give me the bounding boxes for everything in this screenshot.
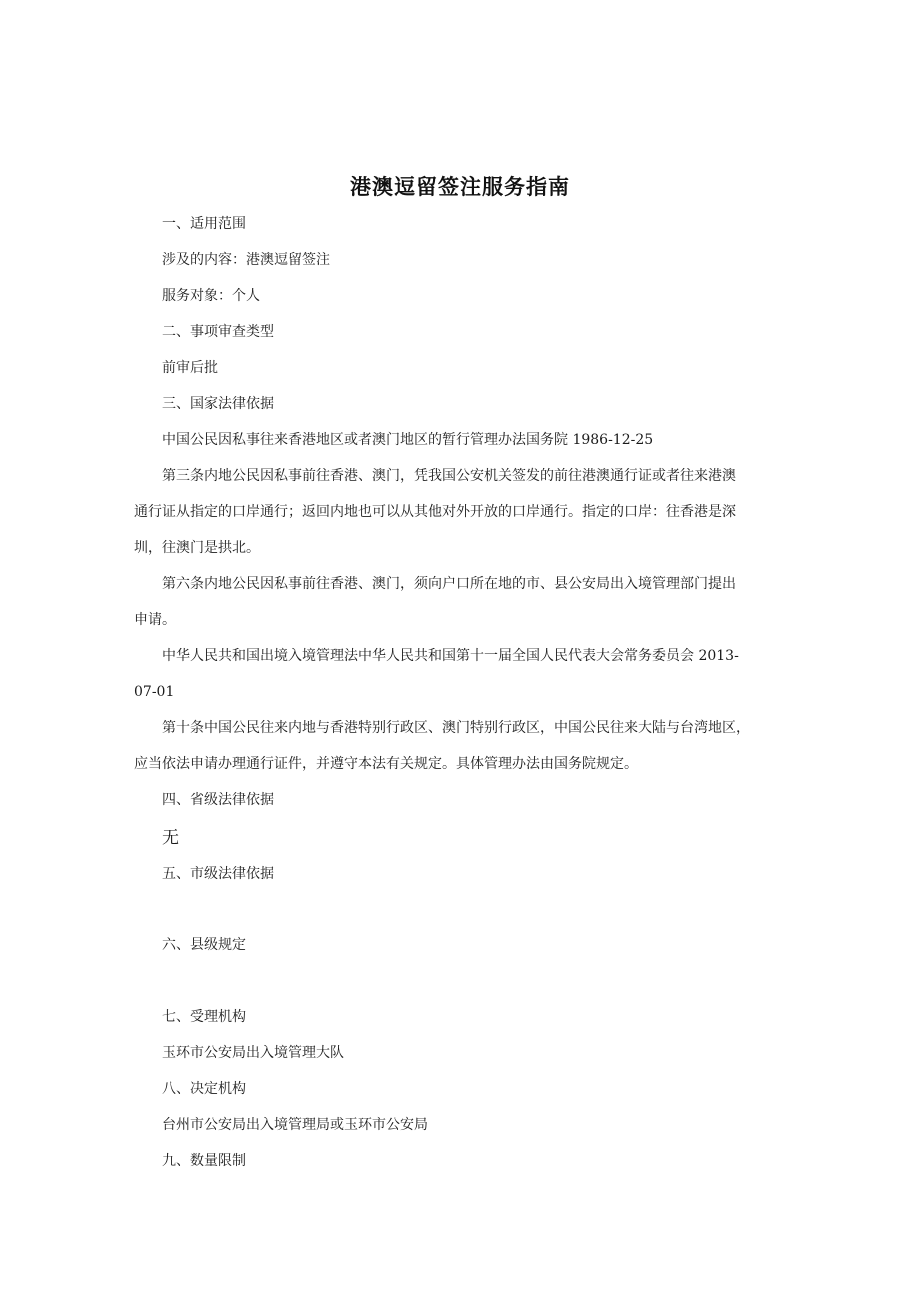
- review-type-content: 前审后批: [162, 360, 218, 376]
- accepting-agency-content: 玉环市公安局出入境管理大队: [162, 1045, 344, 1061]
- article-6-line-1: 第六条内地公民因私事前往香港、澳门，须向户口所在地的市、县公安局出入境管理部门提出: [162, 576, 736, 592]
- national-law-title-1: 中国公民因私事往来香港地区或者澳门地区的暂行管理办法国务院 1986-12-25: [162, 432, 654, 448]
- article-3-line-3: 圳，往澳门是拱北。: [134, 540, 260, 556]
- article-3-line-2: 通行证从指定的口岸通行；返回内地也可以从其他对外开放的口岸通行。指定的口岸：往香港是深: [134, 504, 736, 520]
- law-2-line-2: 07-01: [134, 684, 175, 700]
- scope-content: 涉及的内容：港澳逗留签注: [162, 252, 330, 268]
- document-title: 港澳逗留签注服务指南: [350, 175, 570, 199]
- law-2-line-1: 中华人民共和国出境入境管理法中华人民共和国第十一届全国人民代表大会常务委员会 2013-: [162, 648, 739, 664]
- article-6-paragraph: [134, 566, 792, 638]
- national-law-title-2: [134, 638, 792, 710]
- deciding-agency-content: 台州市公安局出入境管理局或玉环市公安局: [162, 1117, 428, 1133]
- service-target: 服务对象：个人: [162, 288, 260, 304]
- article-10-line-2: 应当依法申请办理通行证件，并遵守本法有关规定。具体管理办法由国务院规定。: [134, 756, 638, 772]
- article-3-line-1: 第三条内地公民因私事前往香港、澳门，凭我国公安机关签发的前往港澳通行证或者往来港澳: [162, 468, 736, 484]
- section-heading-city-law: 五、市级法律依据: [162, 866, 274, 882]
- section-heading-provincial-law: 四、省级法律依据: [162, 792, 274, 808]
- section-heading-scope: 一、适用范围: [162, 216, 246, 232]
- section-heading-national-law: 三、国家法律依据: [162, 396, 274, 412]
- article-10-line-1: 第十条中国公民往来内地与香港特别行政区、澳门特别行政区，中国公民往来大陆与台湾地区，: [162, 720, 750, 736]
- section-heading-quantity-limit: 九、数量限制: [162, 1153, 246, 1169]
- section-heading-review-type: 二、事项审查类型: [162, 324, 274, 340]
- section-heading-county-rules: 六、县级规定: [162, 937, 246, 953]
- article-10-paragraph: [134, 710, 792, 782]
- article-6-line-2: 申请。: [134, 612, 176, 628]
- provincial-law-content: 无: [162, 828, 179, 848]
- section-heading-deciding-agency: 八、决定机构: [162, 1081, 246, 1097]
- article-3-paragraph: [134, 458, 792, 566]
- section-heading-accepting-agency: 七、受理机构: [162, 1009, 246, 1025]
